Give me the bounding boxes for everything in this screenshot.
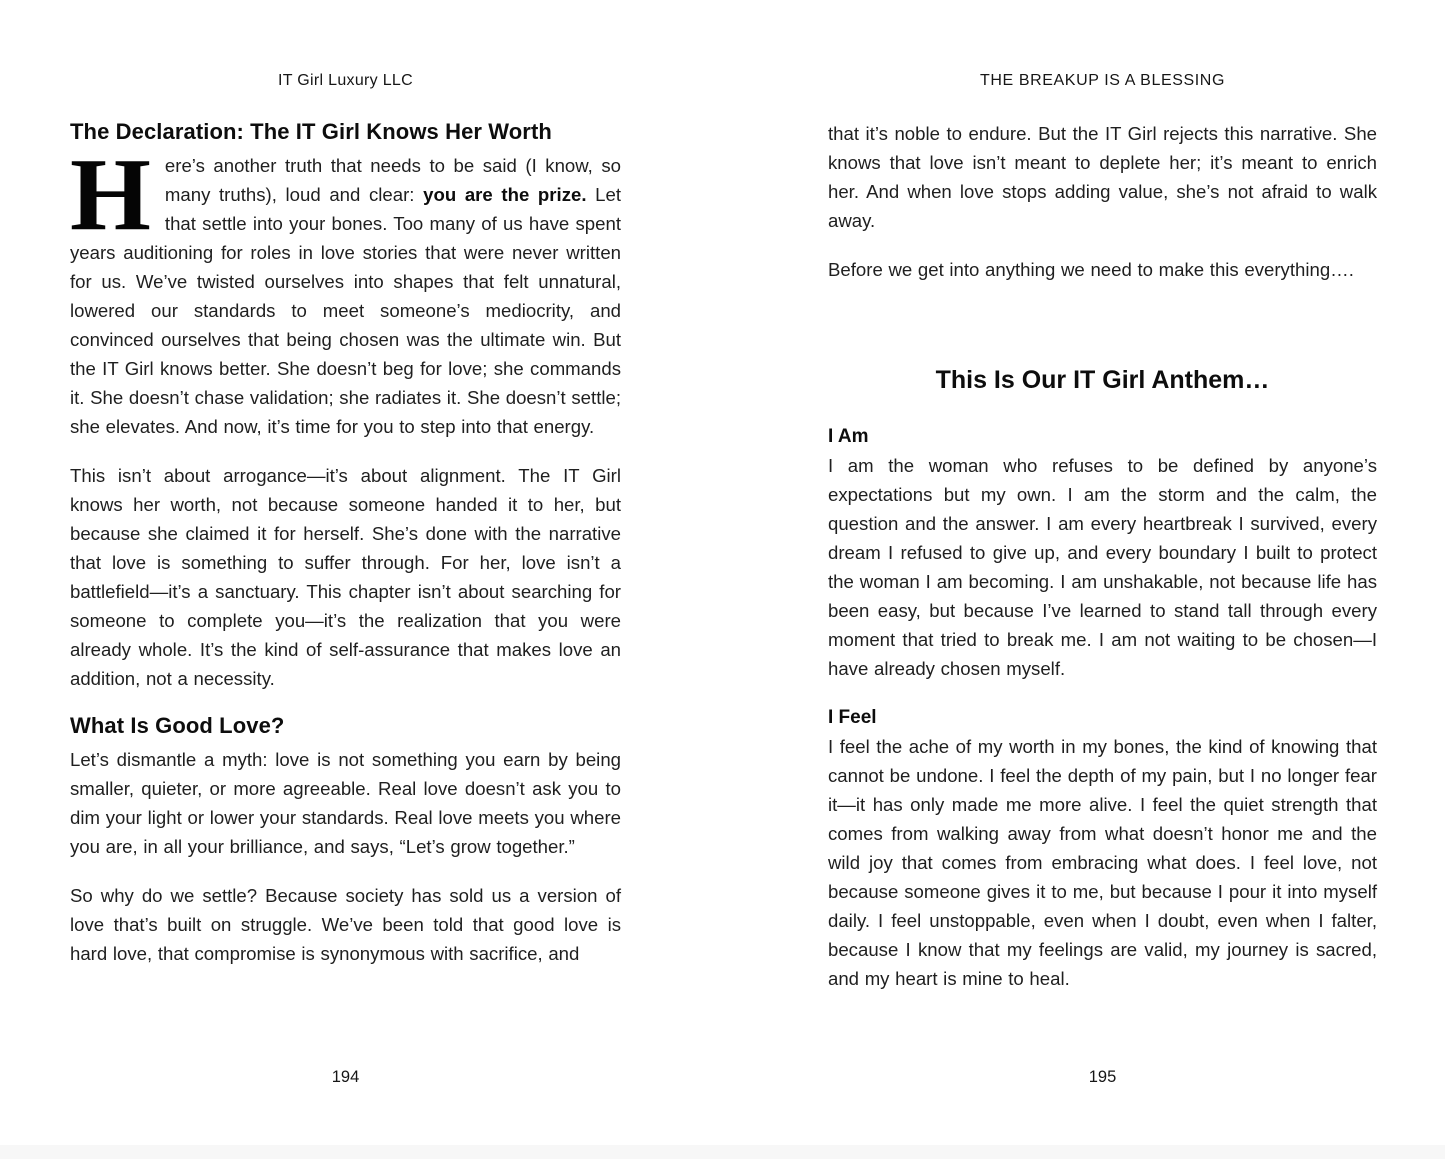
good-love-heading: What Is Good Love?	[70, 713, 285, 738]
paragraph-text: ere’s another truth that needs to be said (I know, so many truths), loud and clear:	[164, 155, 621, 205]
why-settle-paragraph: So why do we settle? Because society has sold us a version of love that’s built on struggle. We’ve been told that good love is hard love, that compromise is synonymous with sacrifice, and	[70, 885, 621, 964]
paragraph-text: Let that settle into your bones. Too many of us have spent years auditioning for roles in love stories that were never written for us. We’ve twisted ourselves into shapes that felt unnatural, lowered our standards to meet someone’s mediocrity, and convinced ourselves that being chosen was the ultimate win. But the IT Girl knows better. She doesn’t beg for love; she commands it. She doesn’t chase validation; she radiates it. She doesn’t settle; she elevates. And now, it’s time for you to step into that energy.	[70, 184, 621, 437]
bold-phrase: you are the prize.	[423, 184, 587, 205]
left-page-content	[70, 119, 621, 968]
alignment-paragraph: This isn’t about arrogance—it’s about alignment. The IT Girl knows her worth, not because someone handed it to her, but because she claimed it for herself. She’s done with the narrative that love is something to suffer through. For her, love isn’t a battlefield—it’s a sanctuary. This chapter isn’t about searching for someone to complete you—it’s the realization that you were already whole. It’s the kind of self-assurance that makes love an addition, not a necessity.	[70, 465, 621, 689]
dismantle-myth-paragraph: Let’s dismantle a myth: love is not something you earn by being smaller, quieter, or more agreeable. Real love doesn’t ask you to dim your light or lower your standards. Real love meets you where you are, in all your brilliance, and says, “Let’s grow together.”	[70, 749, 621, 857]
i-am-paragraph: I am the woman who refuses to be defined by anyone’s expectations but my own. I am the storm and the calm, the question and the answer. I am every heartbreak I survived, every dream I refused to give up, and every boundary I built to protect the woman I am becoming. I am unshakable, not because life has been easy, but because I’ve learned to stand tall through every moment that tried to break me. I am not waiting to be chosen—I have already chosen myself.	[828, 455, 1377, 679]
left-page-number: 194	[331, 1068, 360, 1086]
continuation-paragraph: that it’s noble to endure. But the IT Girl rejects this narrative. She knows that love isn’t meant to deplete her; it’s meant to enrich her. And when love stops adding value, she’s not afraid to walk away.	[828, 123, 1377, 231]
right-page-number: 195	[1088, 1068, 1117, 1086]
right-page-content	[828, 119, 1377, 993]
spacer	[828, 395, 1377, 422]
i-am-heading: I Am	[828, 426, 869, 447]
i-feel-heading: I Feel	[828, 707, 877, 728]
spacer	[828, 304, 1377, 365]
before-everything-paragraph: Before we get into anything we need to make this everything….	[828, 259, 1354, 280]
bottom-bar	[0, 1145, 1445, 1159]
declaration-heading: The Declaration: The IT Girl Knows Her Worth	[70, 119, 552, 144]
anthem-heading: This Is Our IT Girl Anthem…	[935, 366, 1270, 394]
i-feel-paragraph: I feel the ache of my worth in my bones, the kind of knowing that cannot be undone. I feel the depth of my pain, but I no longer fear it—it has only made me more alive. I feel the quiet strength that comes from walking away from what doesn’t honor me and the wild joy that comes from embracing what does. I feel love, not because someone gives it to me, but because I pour it into myself daily. I feel unstoppable, even when I doubt, even when I falter, because I know that my feelings are valid, my journey is sacred, and my heart is mine to heal.	[828, 736, 1377, 989]
declaration-paragraph	[70, 137, 621, 441]
right-running-head: THE BREAKUP IS A BLESSING	[979, 72, 1225, 89]
dropcap-letter: H	[70, 137, 151, 252]
left-running-head: IT Girl Luxury LLC	[278, 72, 413, 89]
